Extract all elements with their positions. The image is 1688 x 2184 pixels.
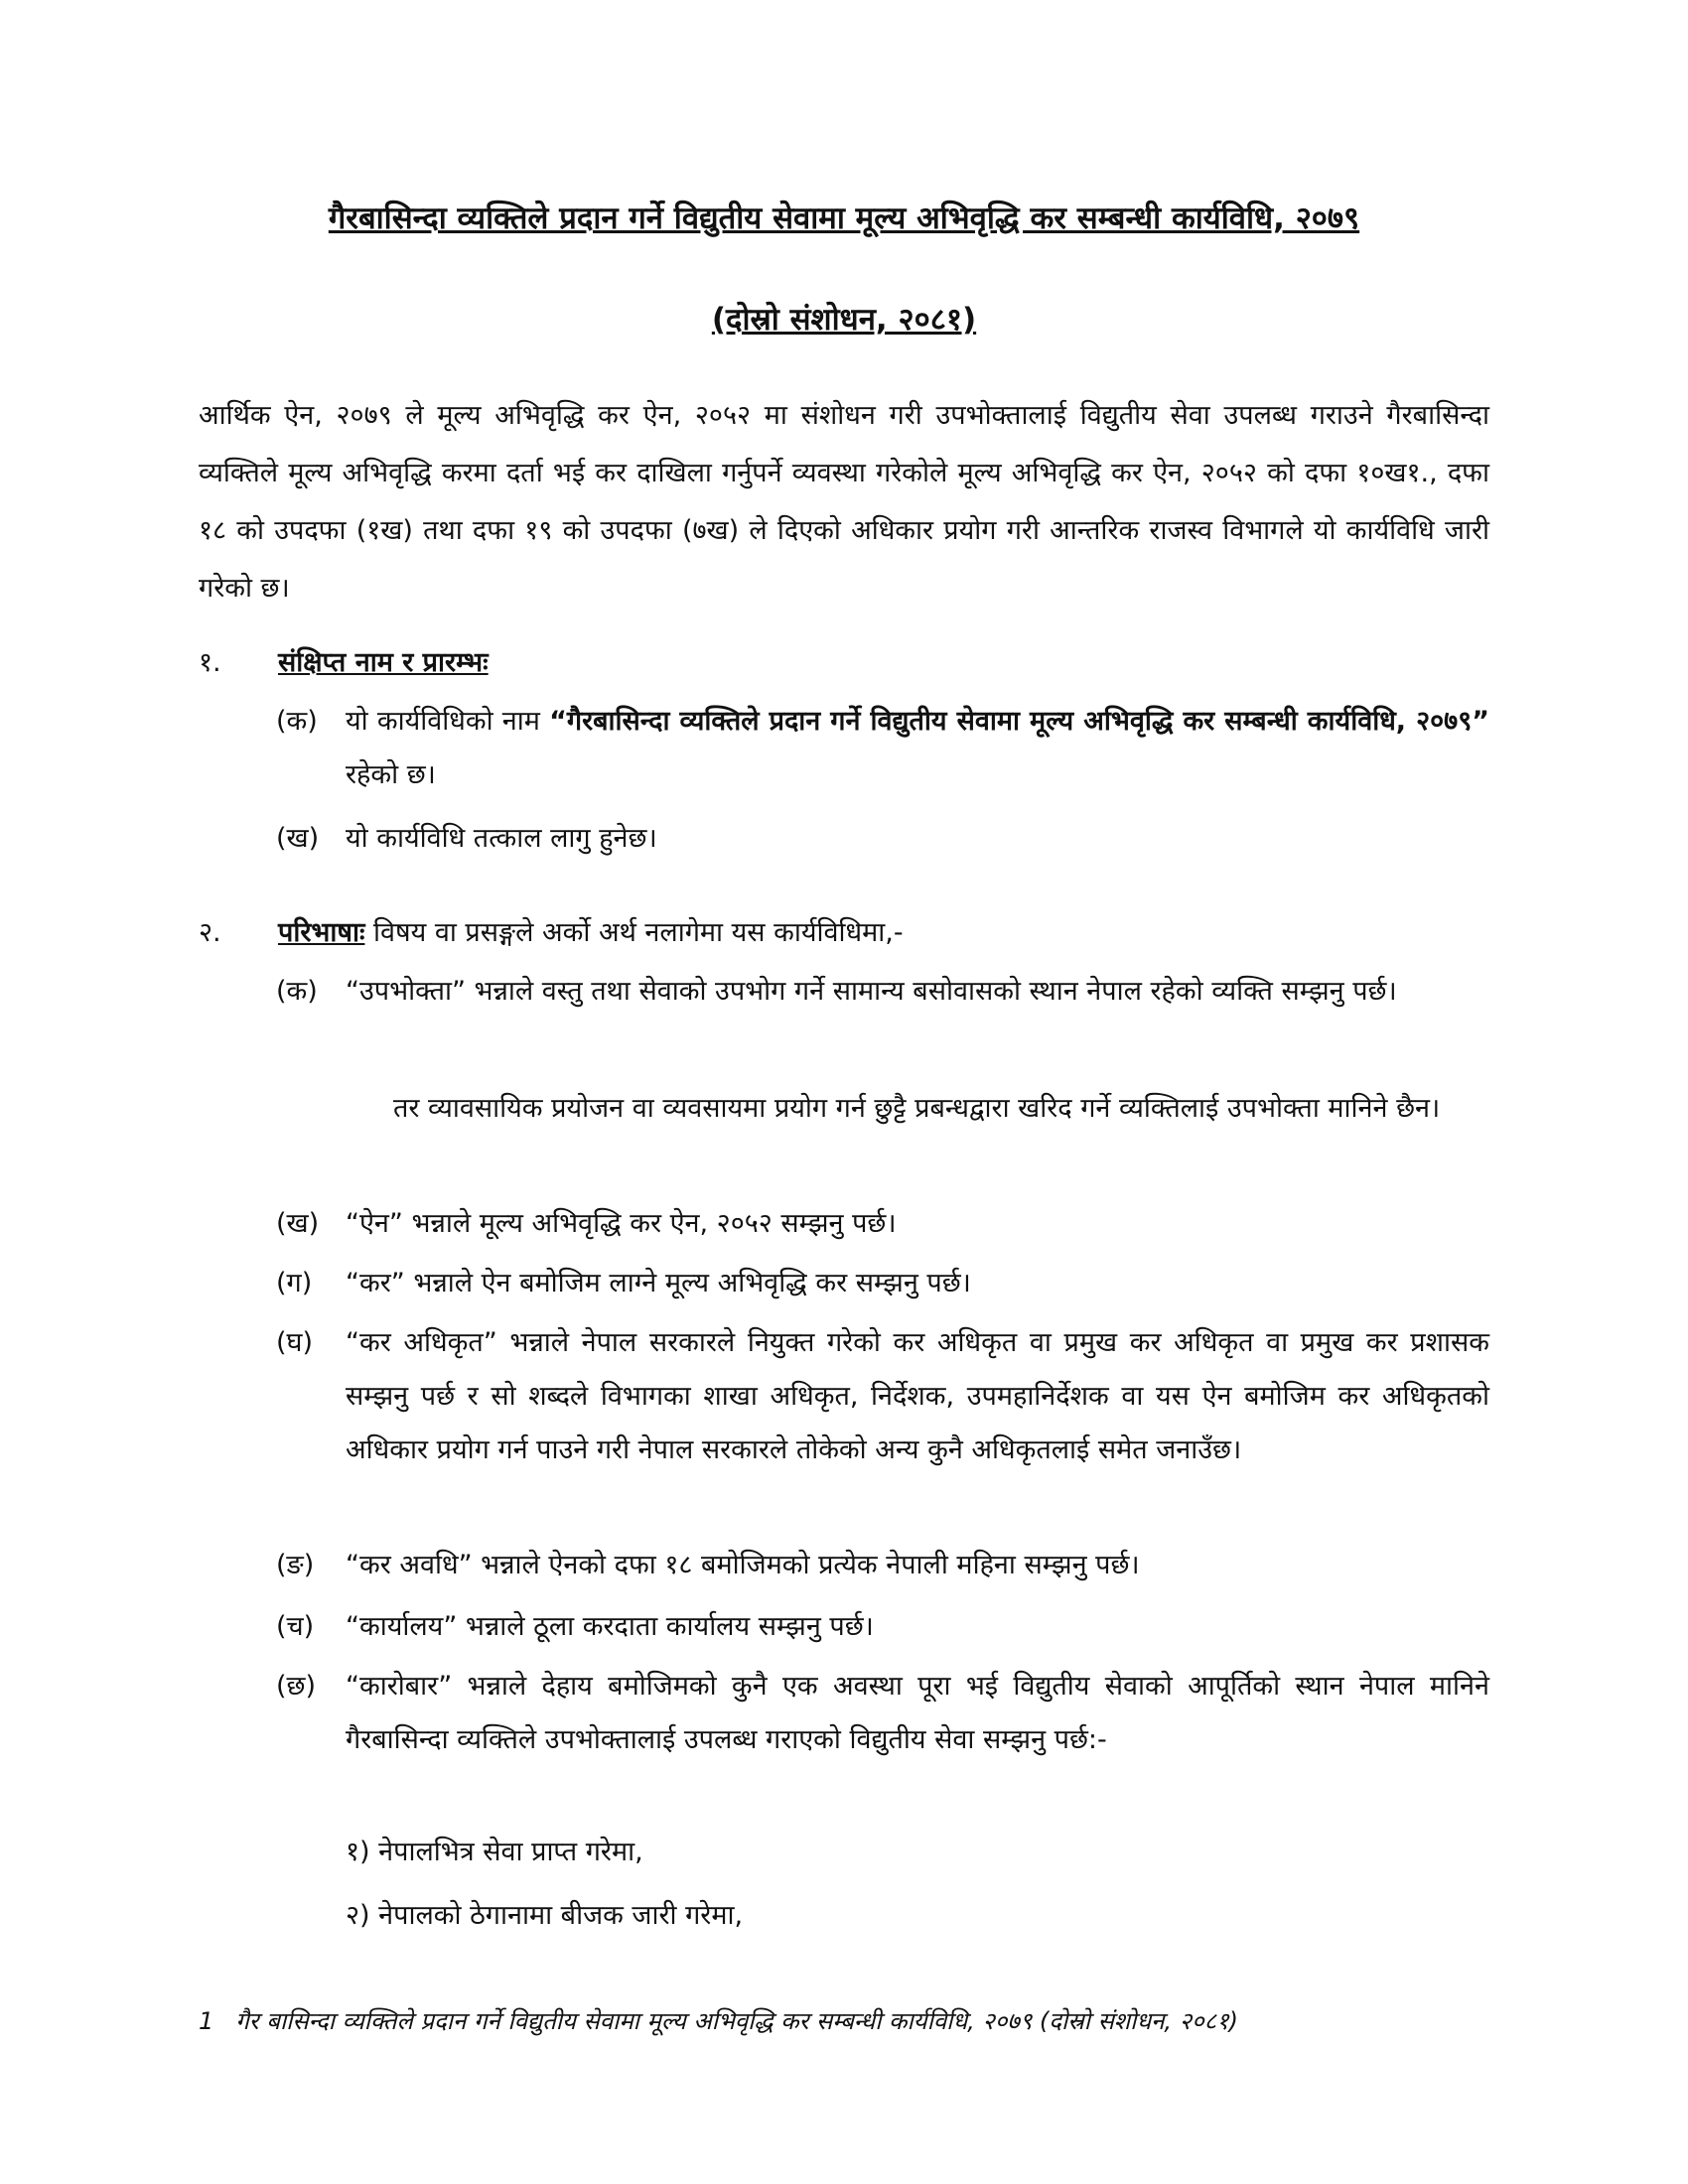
definition-chha <box>276 1660 1489 1767</box>
item-label: (घ) <box>276 1327 314 1358</box>
item-label: (ख) <box>276 1208 320 1239</box>
item-text: “ऐन” भन्नाले मूल्य अभिवृद्धि कर ऐन, २०५२ सम्झनु पर्छ। <box>346 1208 897 1239</box>
definition-kha <box>276 1197 1489 1251</box>
preamble-paragraph: आर्थिक ऐन, २०७९ ले मूल्य अभिवृद्धि कर ऐन, २०५२ मा संशोधन गरी उपभोक्तालाई विद्युतीय सेवा उपलब्ध गराउने गैरबासिन्दा व्यक्तिले मूल्य अभिवृद्धि करमा दर्ता भई कर दाखिला गर्नुपर्ने व्यवस्था गरेकोले मूल्य अभिवृद्धि कर ऐन, २०५२ को दफा १०ख१., दफा १८ को उपदफा (१ख) तथा दफा १९ को उपदफा (७ख) ले दिएको अधिकार प्रयोग गरी आन्तरिक राजस्व विभागले यो कार्यविधि जारी गरेको छ। <box>199 400 1489 604</box>
section-number: २. <box>199 917 221 948</box>
section-1-item-ka <box>276 695 1489 802</box>
item-label: (ङ) <box>276 1550 315 1580</box>
section-title: संक्षिप्त नाम र प्रारम्भः <box>278 647 489 678</box>
footnote-text: गैर बासिन्दा व्यक्तिले प्रदान गर्ने विद्युतीय सेवामा मूल्य अभिवृद्धि कर सम्बन्धी कार्यविधि, २०७९ (दोस्रो संशोधन, २०८१) <box>235 2007 1238 2035</box>
item-label: (च) <box>276 1611 315 1642</box>
footnote-number: 1 <box>199 2007 214 2035</box>
document-title: गैरबासिन्दा व्यक्तिले प्रदान गर्ने विद्युतीय सेवामा मूल्य अभिवृद्धि कर सम्बन्धी कार्यविधि, २०७९ <box>328 201 1360 236</box>
section-intro: विषय वा प्रसङ्गले अर्को अर्थ नलागेमा यस कार्यविधिमा,- <box>364 917 904 948</box>
section-number: १. <box>199 647 221 678</box>
section-title: परिभाषाः <box>278 917 365 948</box>
item-text: “उपभोक्ता” भन्नाले वस्तु तथा सेवाको उपभोग गर्ने सामान्य बसोवासको स्थान नेपाल रहेको व्यक्ति सम्झनु पर्छ। <box>346 976 1397 1007</box>
item-text: “कर अधिकृत” भन्नाले नेपाल सरकारले नियुक्त गरेको कर अधिकृत वा प्रमुख कर अधिकृत वा प्रमुख कर प्रशासक सम्झनु पर्छ र सो शब्दले विभागका शाखा अधिकृत, निर्देशक, उपमहानिर्देशक वा यस ऐन बमोजिम कर अधिकृतको अधिकार प्रयोग गर्न पाउने गरी नेपाल सरकारले तोकेको अन्य कुनै अधिकृतलाई समेत जनाउँछ। <box>346 1327 1489 1465</box>
item-text: “कर” भन्नाले ऐन बमोजिम लाग्ने मूल्य अभिवृद्धि कर सम्झनु पर्छ। <box>346 1268 971 1298</box>
item-label: (क) <box>276 706 318 737</box>
definition-ka-proviso: तर व्यावसायिक प्रयोजन वा व्यवसायमा प्रयोग गर्न छुट्टै प्रबन्धद्वारा खरिद गर्ने व्यक्तिलाई उपभोक्ता मानिने छैन। <box>393 1093 1441 1124</box>
item-text: यो कार्यविधिको नाम “गैरबासिन्दा व्यक्तिले प्रदान गर्ने विद्युतीय सेवामा मूल्य अभिवृद्धि कर सम्बन्धी कार्यविधि, २०७९” रहेको छ। <box>346 706 1489 790</box>
item-label: (क) <box>276 976 318 1007</box>
definition-ka <box>276 965 1489 1019</box>
item-text: “कार्यालय” भन्नाले ठूला करदाता कार्यालय सम्झनु पर्छ। <box>346 1611 874 1642</box>
definition-gha <box>276 1316 1489 1477</box>
definition-cha <box>276 1600 1489 1654</box>
procedure-name: “गैरबासिन्दा व्यक्तिले प्रदान गर्ने विद्युतीय सेवामा मूल्य अभिवृद्धि कर सम्बन्धी कार्यविधि, २०७९” <box>549 706 1489 737</box>
transaction-condition-1: १) नेपालभित्र सेवा प्राप्त गरेमा, <box>346 1837 643 1867</box>
item-label: (ख) <box>276 823 320 854</box>
section-1-item-kha <box>276 812 1489 866</box>
definition-ga <box>276 1257 1489 1310</box>
definition-nga <box>276 1539 1489 1592</box>
item-label: (ग) <box>276 1268 313 1298</box>
transaction-condition-2: २) नेपालको ठेगानामा बीजक जारी गरेमा, <box>346 1900 744 1931</box>
item-text: “कारोबार” भन्नाले देहाय बमोजिमको कुनै एक अवस्था पूरा भई विद्युतीय सेवाको आपूर्तिको स्थान नेपाल मानिने गैरबासिन्दा व्यक्तिले उपभोक्तालाई उपलब्ध गराएको विद्युतीय सेवा सम्झनु पर्छ:- <box>346 1671 1489 1755</box>
section-2-heading <box>199 913 904 953</box>
item-text: यो कार्यविधि तत्काल लागु हुनेछ। <box>346 823 657 854</box>
item-text: “कर अवधि” भन्नाले ऐनको दफा १८ बमोजिमको प्रत्येक नेपाली महिना सम्झनु पर्छ। <box>346 1550 1140 1580</box>
section-1-heading <box>199 643 489 683</box>
footnote <box>199 2005 1489 2037</box>
item-label: (छ) <box>276 1671 316 1702</box>
document-subtitle: (दोस्रो संशोधन, २०८१) <box>711 302 977 338</box>
